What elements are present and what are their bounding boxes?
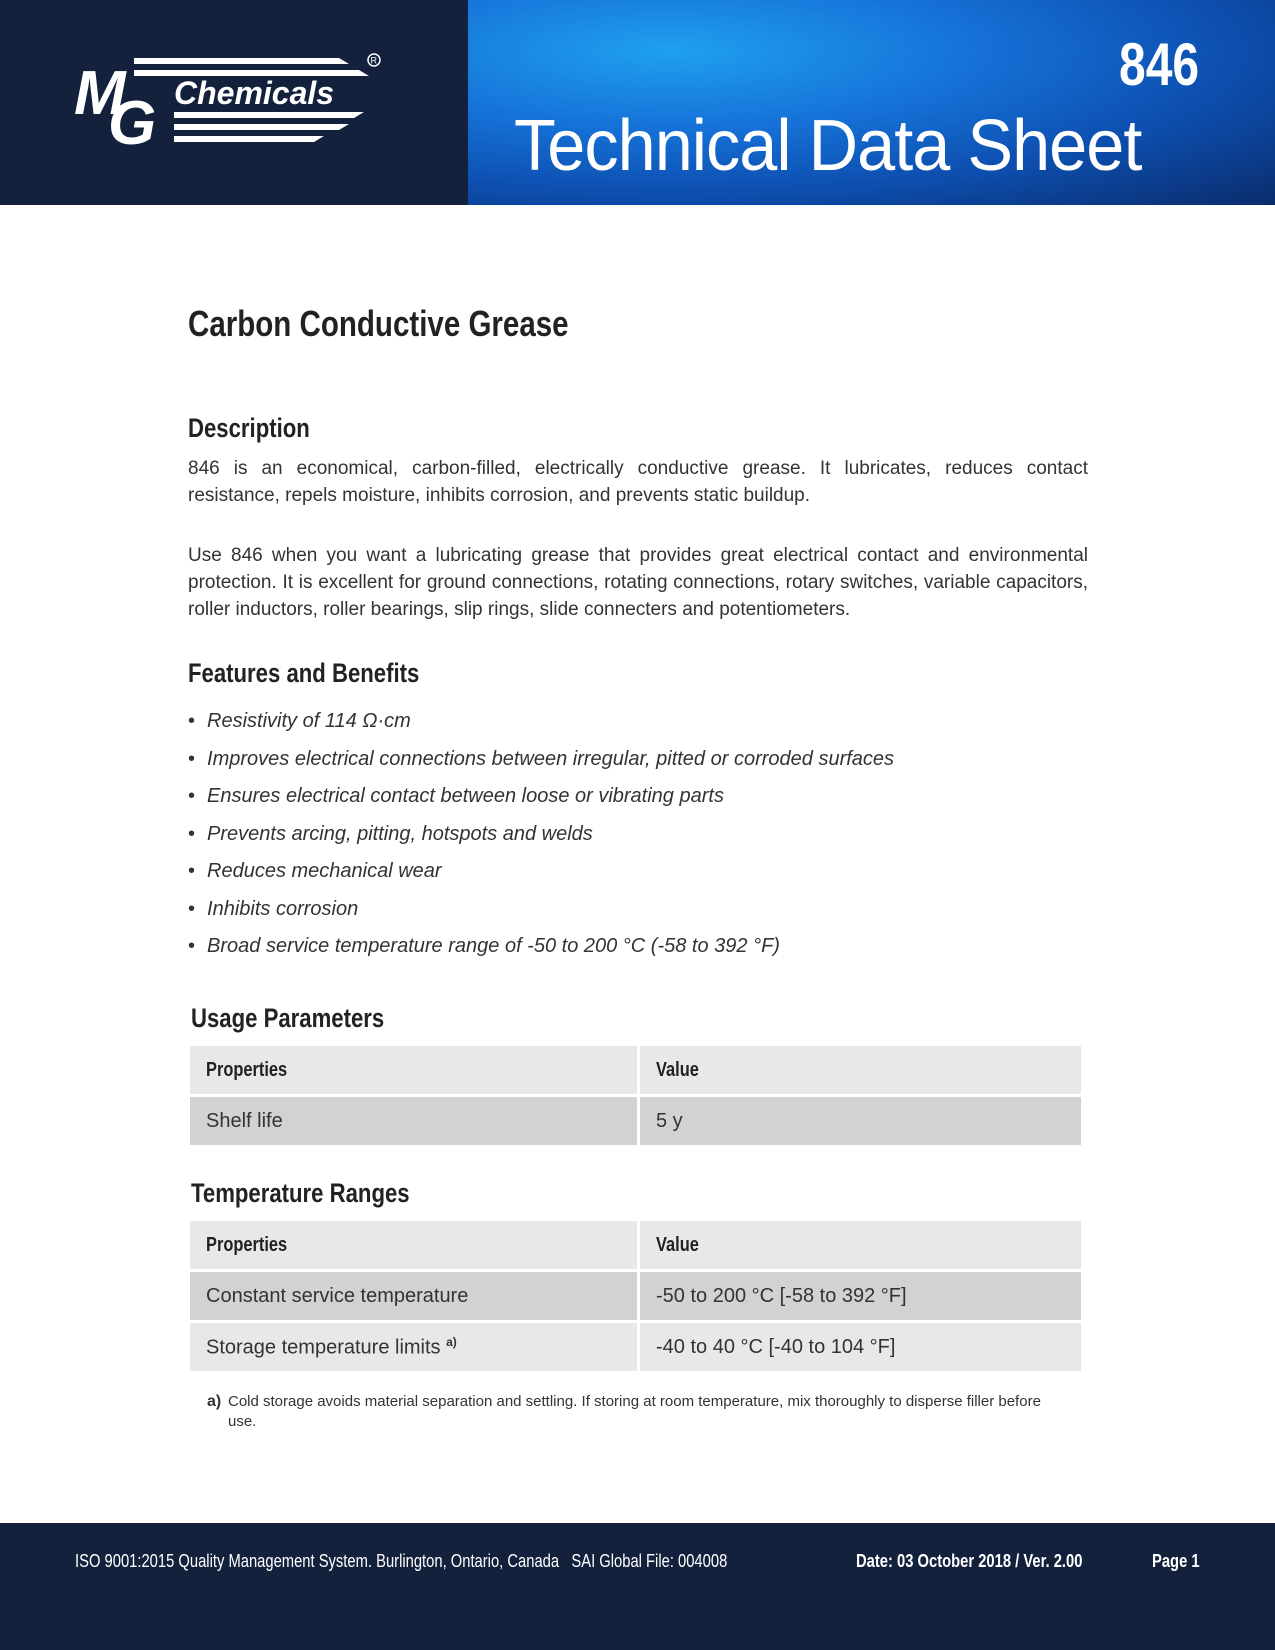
table-row	[190, 1323, 1081, 1371]
usage-table	[187, 1043, 1084, 1148]
list-item: • Inhibits corrosion	[188, 898, 894, 936]
table-row	[190, 1097, 1081, 1145]
header-cell: Properties	[190, 1046, 637, 1094]
table-cell: Constant service temperature	[190, 1272, 637, 1320]
list-item: • Prevents arcing, pitting, hotspots and welds	[188, 823, 894, 861]
usage-heading: Usage Parameters	[191, 1003, 385, 1033]
header-cell: Value	[640, 1221, 1081, 1269]
header-banner	[468, 0, 1275, 205]
header-cell: Value	[640, 1046, 1081, 1094]
list-item: • Reduces mechanical wear	[188, 860, 894, 898]
table-header-row	[190, 1221, 1081, 1269]
table-cell: -50 to 200 °C [-58 to 392 °F]	[640, 1272, 1081, 1320]
list-item: • Broad service temperature range of -50 to 200 °C (-58 to 392 °F)	[188, 935, 894, 973]
svg-text:G: G	[108, 89, 157, 152]
table-row	[190, 1272, 1081, 1320]
features-heading: Features and Benefits	[188, 658, 420, 688]
list-item: • Resistivity of 114 Ω·cm	[188, 710, 894, 748]
footnote: a) Cold storage avoids material separation and settling. If storing at room temperature, mix thoroughly to disperse filler before use.	[207, 1393, 1041, 1430]
list-item: • Improves electrical connections between irregular, pitted or corroded surfaces	[188, 748, 894, 786]
description-paragraph: Use 846 when you want a lubricating grease that provides great electrical contact and environmental protection. It is excellent for ground connections, rotating connections, rotary switches, variable capacitors, roller inductors, roller bearings, slip rings, slide connecters and potentiometers.	[188, 545, 1088, 620]
product-number: 846	[1118, 31, 1199, 98]
list-item: • Ensures electrical contact between loose or vibrating parts	[188, 785, 894, 823]
footer	[0, 1523, 1275, 1650]
svg-text:R: R	[370, 55, 377, 66]
product-title: Carbon Conductive Grease	[188, 303, 569, 344]
description-heading: Description	[188, 413, 310, 443]
mg-chemicals-logo	[74, 52, 394, 152]
footnote-mark: a)	[446, 1334, 457, 1349]
table-cell: -40 to 40 °C [-40 to 104 °F]	[640, 1323, 1081, 1371]
table-cell: Shelf life	[190, 1097, 637, 1145]
footer-date: Date: 03 October 2018 / Ver. 2.00	[856, 1551, 1083, 1571]
temperature-table	[187, 1218, 1084, 1374]
header-brand-panel	[0, 0, 468, 205]
table-cell: Storage temperature limits $^{a)}$	[190, 1323, 637, 1371]
table-header-row	[190, 1046, 1081, 1094]
temperature-heading: Temperature Ranges	[191, 1178, 410, 1208]
table-cell: 5 y	[640, 1097, 1081, 1145]
svg-text:Chemicals: Chemicals	[174, 75, 335, 111]
header-cell: Properties	[190, 1221, 637, 1269]
document-title: Technical Data Sheet	[513, 106, 1141, 186]
svg-text:M: M	[74, 59, 126, 128]
footer-page: Page 1	[1152, 1551, 1200, 1571]
features-list	[188, 710, 894, 973]
footer-iso: ISO 9001:2015 Quality Management System. Burlington, Ontario, Canada SAI Global File: 004008	[75, 1551, 728, 1571]
description-paragraph: 846 is an economical, carbon-filled, electrically conductive grease. It lubricates, reduces contact resistance, repels moisture, inhibits corrosion, and prevents static buildup.	[188, 458, 1088, 506]
